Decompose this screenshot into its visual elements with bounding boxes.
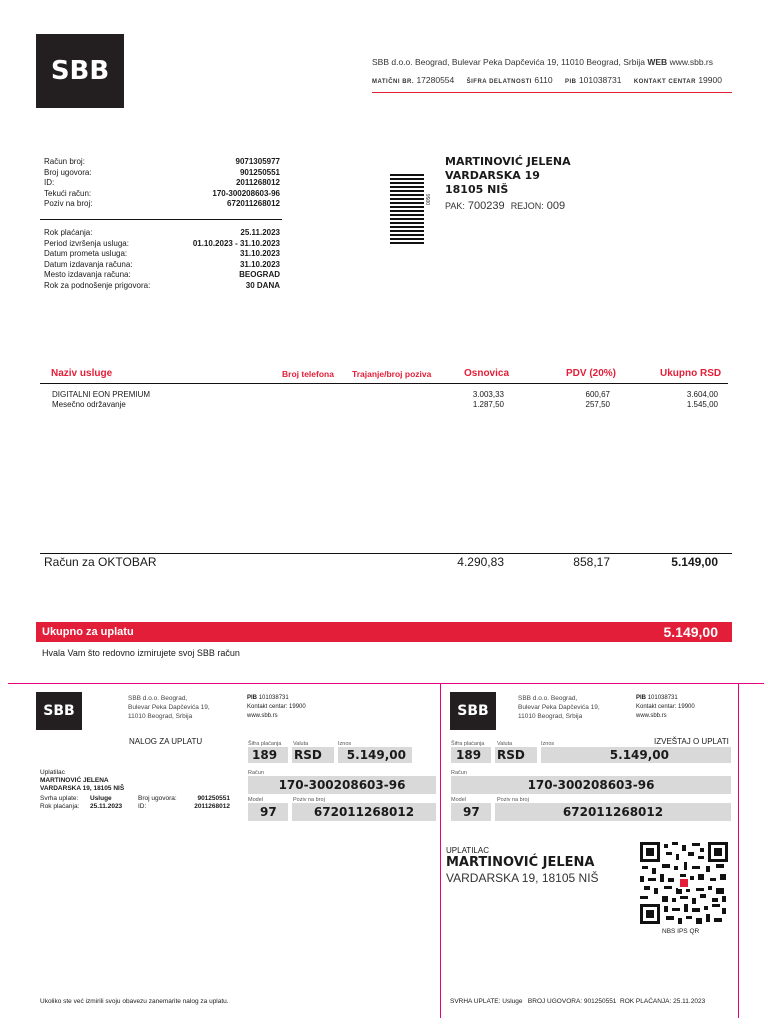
label-racun-r: Račun: [451, 770, 467, 776]
label-valuta: Valuta: [293, 741, 309, 747]
info-row: ID: 2011268012: [44, 178, 280, 187]
postal-barcode: [390, 174, 424, 244]
recipient-city: 18105 NIŠ: [445, 183, 509, 196]
slip-address-left: SBB d.o.o. Beograd, Bulevar Peka Dapčevića 19, 11010 Beograd, Srbija: [128, 695, 210, 720]
table-cell: 1.545,00: [686, 400, 718, 409]
slip-bottom-right: SVRHA UPLATE: Usluge BROJ UGOVORA: 901250551 ROK PLAĆANJA: 25.11.2023: [450, 998, 706, 1005]
field-valuta-r: RSD: [495, 747, 537, 763]
info-row: Datum prometa usluga: 31.10.2023: [44, 249, 280, 258]
label-poziv: Poziv na broj: [293, 797, 325, 803]
sbb-logo: SBB: [36, 34, 124, 108]
label-sifra-r: Šifra plaćanja: [451, 741, 485, 747]
table-header-divider: [40, 383, 728, 384]
slip-title-left: NALOG ZA UPLATU: [129, 737, 203, 746]
company-ids: MATIČNI BR. 17280554 ŠIFRA DELATNOSTI 6110 PIB 101038731 KONTAKT CENTAR 19900: [372, 75, 722, 85]
field-model-r: 97: [451, 803, 491, 821]
col-naziv: Naziv usluge: [51, 368, 113, 379]
qr-code: [640, 842, 728, 924]
slip-right-line: [738, 683, 739, 1018]
slip-logo-right: SBB: [450, 692, 496, 730]
slip-title-right: IZVEŠTAJ O UPLATI: [654, 737, 729, 746]
grand-total-bar: [36, 622, 732, 642]
label-sifra: Šifra plaćanja: [248, 741, 282, 747]
info-row: Rok za podnošenje prigovora: 30 DANA: [44, 280, 280, 290]
col-trajanje: Trajanje/broj poziva: [352, 369, 432, 379]
field-poziv: 672011268012: [292, 803, 436, 821]
info-row: Broj ugovora: 901250551: [44, 167, 280, 177]
label-racun: Račun: [248, 770, 264, 776]
recipient-name: MARTINOVIĆ JELENA: [445, 155, 571, 168]
col-pdv: PDV (20%): [566, 368, 617, 379]
recipient-pak: PAK: 700239 REJON: 009: [445, 200, 566, 212]
col-osnovica: Osnovica: [464, 368, 510, 379]
info-row: Rok plaćanja: 25.11.2023: [44, 228, 280, 237]
slip-middle-line: [440, 683, 441, 1018]
info-row: Račun broj: 9071305977: [44, 157, 280, 166]
field-poziv-r: 672011268012: [495, 803, 731, 821]
slip-contact-right: PIB 101038731 Kontakt centar: 19900 www.sbb.rs: [636, 695, 695, 719]
col-broj: Broj telefona: [282, 369, 334, 379]
barcode-text: 0056: [426, 193, 432, 205]
label-model: Model: [248, 797, 263, 803]
slip-payer-left: Uplatilac MARTINOVIĆ JELENA VARDARSKA 19, 18105 NIŠ: [40, 769, 125, 792]
slip-contact-left: PIB 101038731 Kontakt centar: 19900 www.sbb.rs: [247, 695, 306, 719]
grand-total-value: 5.149,00: [663, 624, 718, 640]
slip-address-right: SBB d.o.o. Beograd, Bulevar Peka Dapčevića 19, 11010 Beograd, Srbija: [518, 695, 600, 720]
table-cell: 257,50: [585, 400, 610, 409]
total-pdv: 858,17: [573, 555, 610, 569]
info-row: Mesto izdavanja računa: BEOGRAD: [44, 270, 280, 279]
field-racun: 170-300208603-96: [248, 776, 436, 794]
invoice-info-block-2: [44, 228, 280, 291]
header-divider: [372, 92, 732, 93]
label-poziv-r: Poziv na broj: [497, 797, 529, 803]
field-model: 97: [248, 803, 288, 821]
recipient-address: [445, 155, 571, 197]
total-divider: [40, 553, 732, 554]
table-row: Mesečno održavanje: [52, 400, 126, 409]
table-cell: 3.604,00: [686, 390, 718, 399]
label-iznos-r: Iznos: [541, 741, 555, 747]
info-row: Poziv na broj: 672011268012: [44, 199, 280, 208]
label-iznos: Iznos: [338, 741, 352, 747]
qr-caption: NBS IPS QR: [662, 928, 700, 935]
total-ukupno: 5.149,00: [671, 555, 718, 569]
field-iznos-r: 5.149,00: [541, 747, 731, 763]
info-divider: [40, 219, 282, 220]
field-valuta: RSD: [292, 747, 334, 763]
slip-details-left: Svrha uplate: Usluge Broj ugovora: 901250551 Rok plaćanja: 25.11.2023 ID: 2011268012: [40, 795, 230, 810]
field-sifra-r: 189: [451, 747, 491, 763]
field-racun-r: 170-300208603-96: [451, 776, 731, 794]
grand-total-label: Ukupno za uplatu: [42, 626, 134, 638]
label-model-r: Model: [451, 797, 466, 803]
recipient-street: VARDARSKA 19: [445, 169, 540, 182]
slip-logo-left: SBB: [36, 692, 82, 730]
table-cell: 600,67: [585, 390, 610, 399]
table-row: DIGITALNI EON PREMIUM: [52, 390, 151, 399]
slip-top-line: [8, 683, 764, 684]
info-row: Period izvršenja usluga: 01.10.2023 - 31.10.2023: [44, 238, 280, 248]
company-address: SBB d.o.o. Beograd, Bulevar Peka Dapčevića 19, 11010 Beograd, Srbija WEB www.sbb.rs: [372, 57, 714, 67]
total-label: Račun za OKTOBAR: [44, 555, 157, 569]
field-iznos: 5.149,00: [338, 747, 412, 763]
total-osnovica: 4.290,83: [457, 555, 504, 569]
label-valuta-r: Valuta: [497, 741, 513, 747]
col-ukupno: Ukupno RSD: [660, 368, 722, 379]
slip-bottom-note: Ukoliko ste već izmirili svoju obavezu zanemarite nalog za uplatu.: [40, 998, 229, 1005]
info-row: Datum izdavanja računa: 31.10.2023: [44, 259, 280, 269]
thanks-text: Hvala Vam što redovno izmirujete svoj SBB račun: [42, 648, 240, 658]
info-row: Tekući račun: 170-300208603-96: [44, 188, 280, 198]
slip-payer-right: UPLATILAC MARTINOVIĆ JELENA VARDARSKA 19, 18105 NIŠ: [446, 846, 599, 885]
table-cell: 1.287,50: [472, 400, 504, 409]
invoice-info-block-1: [44, 157, 280, 210]
table-cell: 3.003,33: [472, 390, 504, 399]
field-sifra: 189: [248, 747, 288, 763]
